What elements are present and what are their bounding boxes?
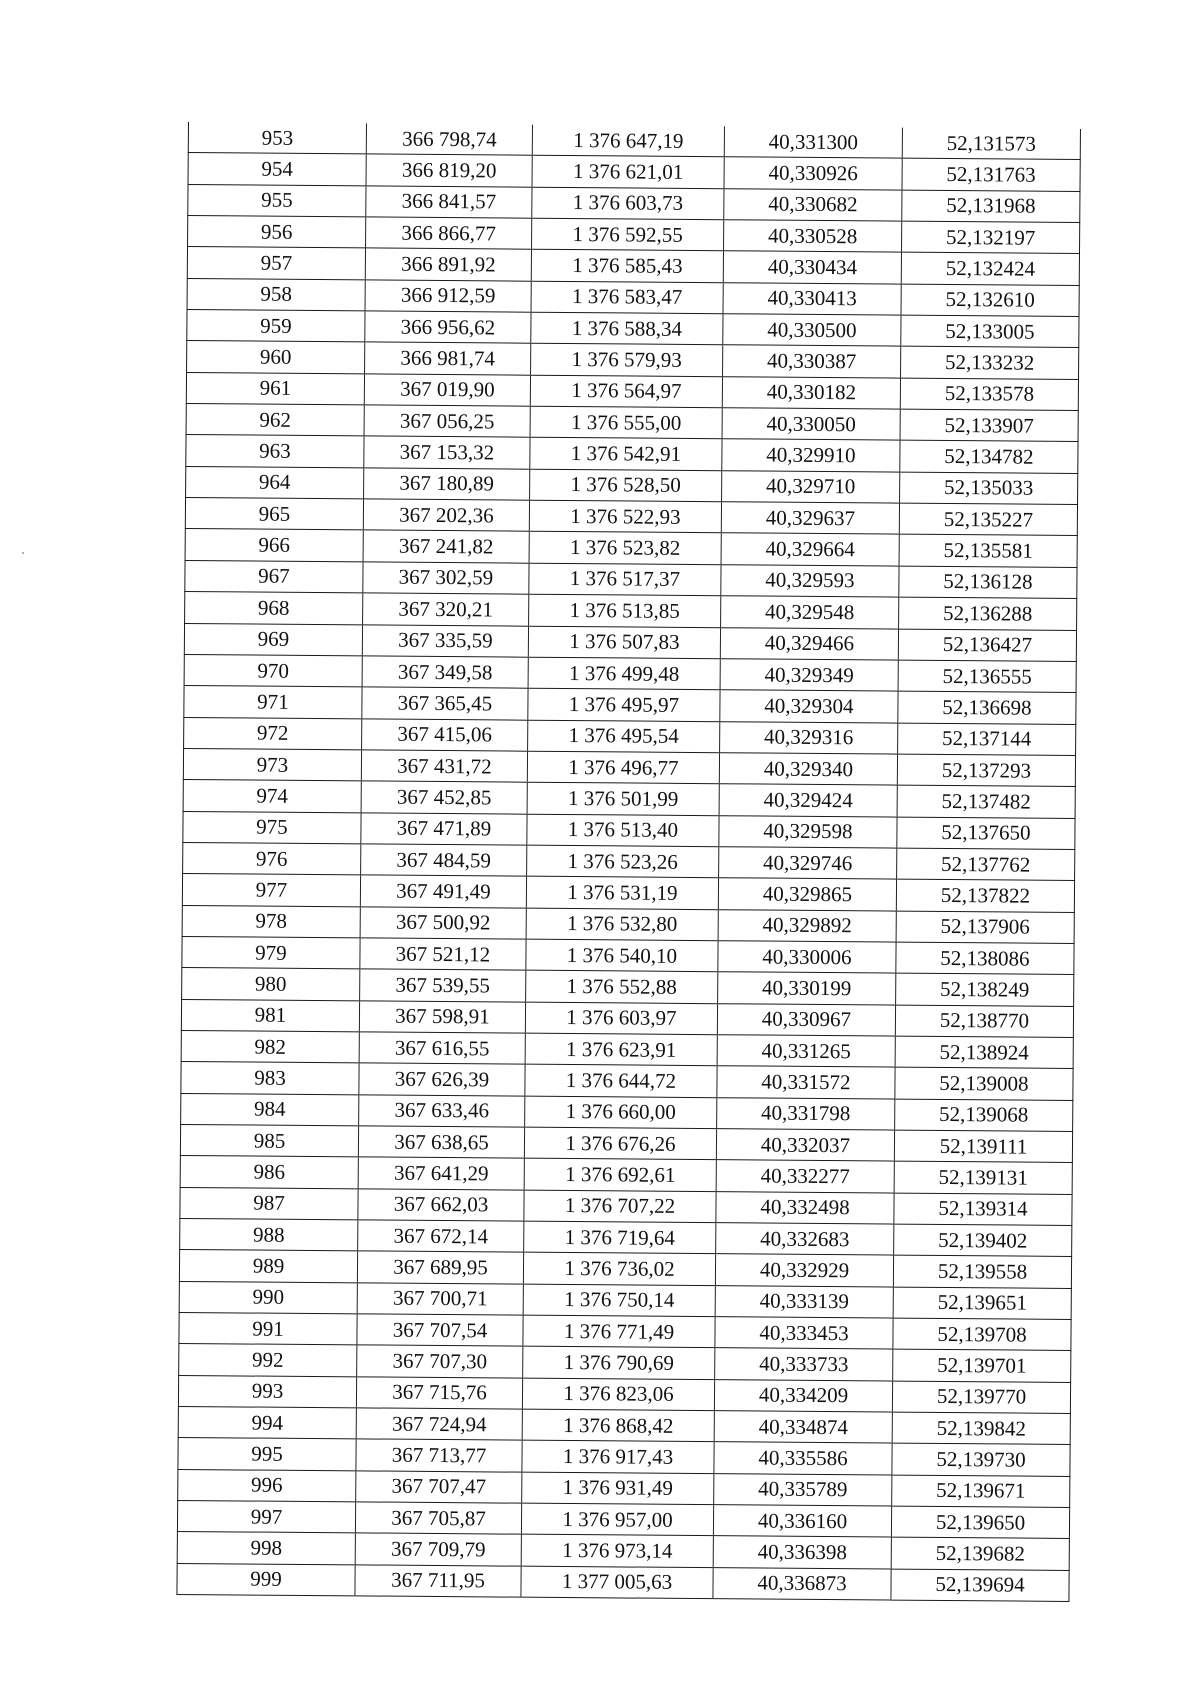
y-coordinate-cell: 1 376 532,80 [526, 908, 718, 941]
y-coordinate-cell: 1 377 005,63 [521, 1566, 713, 1599]
longitude-cell: 40,330006 [718, 941, 896, 974]
x-coordinate-cell: 366 891,92 [365, 248, 531, 281]
y-coordinate-cell: 1 376 579,93 [531, 344, 723, 377]
longitude-cell: 40,331572 [717, 1066, 895, 1099]
longitude-cell: 40,330050 [722, 408, 900, 441]
latitude-cell: 52,136288 [899, 597, 1077, 630]
point-number-cell: 994 [178, 1407, 356, 1440]
x-coordinate-cell: 367 349,58 [362, 656, 528, 689]
point-number-cell: 965 [185, 498, 363, 531]
longitude-cell: 40,332929 [715, 1254, 893, 1287]
point-number-cell: 985 [180, 1124, 358, 1157]
latitude-cell: 52,135033 [900, 472, 1078, 505]
longitude-cell: 40,336398 [713, 1536, 891, 1569]
point-number-cell: 964 [186, 466, 364, 499]
point-number-cell: 986 [180, 1156, 358, 1189]
x-coordinate-cell: 367 641,29 [358, 1157, 524, 1190]
y-coordinate-cell: 1 376 523,82 [529, 532, 721, 565]
longitude-cell: 40,329910 [722, 439, 900, 472]
y-coordinate-cell: 1 376 513,85 [529, 594, 721, 627]
y-coordinate-cell: 1 376 973,14 [521, 1535, 713, 1568]
longitude-cell: 40,333139 [715, 1285, 893, 1318]
point-number-cell: 955 [188, 184, 366, 217]
y-coordinate-cell: 1 376 583,47 [531, 281, 723, 314]
point-number-cell: 972 [184, 717, 362, 750]
latitude-cell: 52,139008 [895, 1067, 1073, 1100]
longitude-cell: 40,330528 [724, 220, 902, 253]
scan-speck [22, 552, 24, 554]
point-number-cell: 987 [180, 1187, 358, 1220]
point-number-cell: 958 [187, 278, 365, 311]
latitude-cell: 52,131573 [902, 128, 1080, 160]
longitude-cell: 40,336873 [713, 1567, 891, 1600]
y-coordinate-cell: 1 376 750,14 [523, 1284, 715, 1317]
latitude-cell: 52,139558 [893, 1255, 1071, 1288]
x-coordinate-cell: 367 365,45 [362, 687, 528, 720]
x-coordinate-cell: 367 471,89 [361, 812, 527, 845]
coordinates-table-body [177, 122, 1081, 1602]
latitude-cell: 52,139314 [894, 1193, 1072, 1226]
point-number-cell: 993 [178, 1375, 356, 1408]
y-coordinate-cell: 1 376 540,10 [526, 939, 718, 972]
y-coordinate-cell: 1 376 644,72 [525, 1064, 717, 1097]
point-number-cell: 998 [177, 1532, 355, 1565]
latitude-cell: 52,139770 [892, 1381, 1070, 1414]
x-coordinate-cell: 367 633,46 [359, 1095, 525, 1128]
y-coordinate-cell: 1 376 513,40 [527, 814, 719, 847]
y-coordinate-cell: 1 376 623,91 [525, 1033, 717, 1066]
longitude-cell: 40,329593 [721, 565, 899, 598]
longitude-cell: 40,329865 [718, 878, 896, 911]
point-number-cell: 999 [177, 1563, 355, 1596]
x-coordinate-cell: 367 707,47 [356, 1471, 522, 1504]
y-coordinate-cell: 1 376 531,19 [526, 876, 718, 909]
latitude-cell: 52,139131 [894, 1161, 1072, 1194]
y-coordinate-cell: 1 376 771,49 [523, 1315, 715, 1348]
longitude-cell: 40,335789 [714, 1473, 892, 1506]
x-coordinate-cell: 367 491,49 [360, 875, 526, 908]
point-number-cell: 969 [184, 623, 362, 656]
longitude-cell: 40,330413 [723, 282, 901, 315]
point-number-cell: 963 [186, 435, 364, 468]
x-coordinate-cell: 366 819,20 [366, 154, 532, 187]
x-coordinate-cell: 367 672,14 [358, 1220, 524, 1253]
point-number-cell: 971 [184, 686, 362, 719]
y-coordinate-cell: 1 376 676,26 [524, 1127, 716, 1160]
y-coordinate-cell: 1 376 499,48 [528, 657, 720, 690]
x-coordinate-cell: 366 912,59 [365, 280, 531, 313]
latitude-cell: 52,133907 [900, 409, 1078, 442]
latitude-cell: 52,137762 [897, 848, 1075, 881]
y-coordinate-cell: 1 376 719,64 [524, 1221, 716, 1254]
latitude-cell: 52,138770 [895, 1005, 1073, 1038]
y-coordinate-cell: 1 376 692,61 [524, 1159, 716, 1192]
y-coordinate-cell: 1 376 917,43 [522, 1441, 714, 1474]
x-coordinate-cell: 367 598,91 [359, 1000, 525, 1033]
y-coordinate-cell: 1 376 823,06 [522, 1378, 714, 1411]
longitude-cell: 40,329304 [720, 690, 898, 723]
latitude-cell: 52,138249 [896, 973, 1074, 1006]
latitude-cell: 52,132197 [901, 221, 1079, 254]
x-coordinate-cell: 367 707,54 [357, 1314, 523, 1347]
point-number-cell: 962 [186, 404, 364, 437]
longitude-cell: 40,330387 [723, 345, 901, 378]
y-coordinate-cell: 1 376 495,97 [528, 688, 720, 721]
longitude-cell: 40,329598 [719, 815, 897, 848]
y-coordinate-cell: 1 376 957,00 [521, 1503, 713, 1536]
point-number-cell: 996 [178, 1469, 356, 1502]
x-coordinate-cell: 367 452,85 [361, 781, 527, 814]
x-coordinate-cell: 367 700,71 [357, 1283, 523, 1316]
longitude-cell: 40,329424 [719, 784, 897, 817]
point-number-cell: 976 [183, 842, 361, 875]
latitude-cell: 52,137144 [898, 723, 1076, 756]
point-number-cell: 953 [188, 122, 366, 154]
latitude-cell: 52,137822 [896, 879, 1074, 912]
y-coordinate-cell: 1 376 588,34 [531, 312, 723, 345]
latitude-cell: 52,132610 [901, 284, 1079, 317]
longitude-cell: 40,329466 [720, 627, 898, 660]
y-coordinate-cell: 1 376 931,49 [522, 1472, 714, 1505]
longitude-cell: 40,336160 [713, 1505, 891, 1538]
point-number-cell: 968 [185, 592, 363, 625]
x-coordinate-cell: 367 500,92 [360, 906, 526, 939]
point-number-cell: 961 [186, 372, 364, 405]
longitude-cell: 40,335586 [714, 1442, 892, 1475]
longitude-cell: 40,331265 [717, 1035, 895, 1068]
longitude-cell: 40,329664 [721, 533, 899, 566]
x-coordinate-cell: 367 638,65 [358, 1126, 524, 1159]
latitude-cell: 52,139650 [891, 1506, 1069, 1539]
y-coordinate-cell: 1 376 647,19 [532, 125, 724, 157]
x-coordinate-cell: 366 866,77 [366, 217, 532, 250]
longitude-cell: 40,332037 [716, 1129, 894, 1162]
longitude-cell: 40,329746 [719, 847, 897, 880]
x-coordinate-cell: 367 539,55 [360, 969, 526, 1002]
point-number-cell: 980 [182, 968, 360, 1001]
longitude-cell: 40,329548 [721, 596, 899, 629]
y-coordinate-cell: 1 376 501,99 [527, 782, 719, 815]
latitude-cell: 52,135227 [899, 503, 1077, 536]
latitude-cell: 52,131763 [902, 158, 1080, 191]
point-number-cell: 975 [183, 811, 361, 844]
latitude-cell: 52,138086 [896, 942, 1074, 975]
longitude-cell: 40,329637 [721, 502, 899, 535]
table-row [177, 1563, 1069, 1601]
latitude-cell: 52,137482 [897, 785, 1075, 818]
y-coordinate-cell: 1 376 592,55 [532, 218, 724, 251]
x-coordinate-cell: 367 705,87 [355, 1502, 521, 1535]
x-coordinate-cell: 367 707,30 [357, 1345, 523, 1378]
point-number-cell: 959 [187, 310, 365, 343]
x-coordinate-cell: 367 180,89 [364, 468, 530, 501]
point-number-cell: 990 [179, 1281, 357, 1314]
x-coordinate-cell: 367 335,59 [362, 624, 528, 657]
latitude-cell: 52,131968 [902, 190, 1080, 223]
longitude-cell: 40,330434 [723, 251, 901, 284]
latitude-cell: 52,139671 [892, 1475, 1070, 1508]
latitude-cell: 52,139068 [895, 1099, 1073, 1132]
latitude-cell: 52,139694 [891, 1569, 1069, 1602]
point-number-cell: 979 [182, 936, 360, 969]
x-coordinate-cell: 367 711,95 [355, 1565, 521, 1598]
point-number-cell: 967 [185, 560, 363, 593]
point-number-cell: 966 [185, 529, 363, 562]
y-coordinate-cell: 1 376 790,69 [523, 1347, 715, 1380]
longitude-cell: 40,334874 [714, 1411, 892, 1444]
x-coordinate-cell: 367 626,39 [359, 1063, 525, 1096]
point-number-cell: 978 [182, 905, 360, 938]
longitude-cell: 40,330682 [724, 188, 902, 221]
y-coordinate-cell: 1 376 736,02 [523, 1253, 715, 1286]
longitude-cell: 40,332498 [716, 1191, 894, 1224]
longitude-cell: 40,333453 [715, 1317, 893, 1350]
x-coordinate-cell: 367 019,90 [364, 374, 530, 407]
point-number-cell: 995 [178, 1438, 356, 1471]
longitude-cell: 40,331300 [724, 126, 902, 158]
y-coordinate-cell: 1 376 660,00 [525, 1096, 717, 1129]
x-coordinate-cell: 367 662,03 [358, 1189, 524, 1222]
latitude-cell: 52,139682 [891, 1538, 1069, 1571]
y-coordinate-cell: 1 376 555,00 [530, 406, 722, 439]
x-coordinate-cell: 367 689,95 [357, 1251, 523, 1284]
y-coordinate-cell: 1 376 496,77 [527, 751, 719, 784]
y-coordinate-cell: 1 376 564,97 [530, 375, 722, 408]
point-number-cell: 956 [188, 216, 366, 249]
x-coordinate-cell: 367 715,76 [356, 1377, 522, 1410]
latitude-cell: 52,139402 [894, 1224, 1072, 1257]
point-number-cell: 983 [181, 1062, 359, 1095]
y-coordinate-cell: 1 376 621,01 [532, 156, 724, 189]
y-coordinate-cell: 1 376 868,42 [522, 1409, 714, 1442]
latitude-cell: 52,136128 [899, 566, 1077, 599]
latitude-cell: 52,136555 [898, 660, 1076, 693]
x-coordinate-cell: 367 713,77 [356, 1439, 522, 1472]
x-coordinate-cell: 367 415,06 [362, 718, 528, 751]
x-coordinate-cell: 366 956,62 [365, 311, 531, 344]
point-number-cell: 988 [180, 1219, 358, 1252]
point-number-cell: 974 [183, 780, 361, 813]
latitude-cell: 52,139651 [893, 1287, 1071, 1320]
longitude-cell: 40,334209 [714, 1379, 892, 1412]
y-coordinate-cell: 1 376 552,88 [526, 970, 718, 1003]
x-coordinate-cell: 367 153,32 [364, 436, 530, 469]
longitude-cell: 40,330926 [724, 157, 902, 190]
point-number-cell: 992 [179, 1344, 357, 1377]
y-coordinate-cell: 1 376 517,37 [529, 563, 721, 596]
x-coordinate-cell: 367 484,59 [361, 844, 527, 877]
point-number-cell: 997 [177, 1501, 355, 1534]
y-coordinate-cell: 1 376 522,93 [529, 500, 721, 533]
longitude-cell: 40,332277 [716, 1160, 894, 1193]
x-coordinate-cell: 367 709,79 [355, 1533, 521, 1566]
longitude-cell: 40,329340 [719, 753, 897, 786]
longitude-cell: 40,332683 [716, 1223, 894, 1256]
point-number-cell: 960 [187, 341, 365, 374]
x-coordinate-cell: 367 521,12 [360, 938, 526, 971]
x-coordinate-cell: 366 841,57 [366, 186, 532, 219]
x-coordinate-cell: 367 431,72 [361, 750, 527, 783]
y-coordinate-cell: 1 376 603,97 [525, 1002, 717, 1035]
latitude-cell: 52,139701 [893, 1349, 1071, 1382]
point-number-cell: 973 [183, 748, 361, 781]
longitude-cell: 40,329349 [720, 659, 898, 692]
longitude-cell: 40,329892 [718, 909, 896, 942]
latitude-cell: 52,139730 [892, 1444, 1070, 1477]
x-coordinate-cell: 367 202,36 [363, 499, 529, 532]
latitude-cell: 52,139842 [892, 1412, 1070, 1445]
latitude-cell: 52,136698 [898, 691, 1076, 724]
y-coordinate-cell: 1 376 585,43 [531, 250, 723, 283]
longitude-cell: 40,331798 [717, 1097, 895, 1130]
x-coordinate-cell: 367 724,94 [356, 1408, 522, 1441]
longitude-cell: 40,333733 [715, 1348, 893, 1381]
longitude-cell: 40,329316 [720, 721, 898, 754]
longitude-cell: 40,330199 [718, 972, 896, 1005]
latitude-cell: 52,133578 [900, 378, 1078, 411]
latitude-cell: 52,138924 [895, 1036, 1073, 1069]
point-number-cell: 982 [181, 1030, 359, 1063]
longitude-cell: 40,330500 [723, 314, 901, 347]
point-number-cell: 981 [181, 999, 359, 1032]
longitude-cell: 40,329710 [722, 470, 900, 503]
x-coordinate-cell: 367 302,59 [363, 562, 529, 595]
longitude-cell: 40,330182 [722, 376, 900, 409]
latitude-cell: 52,139111 [894, 1130, 1072, 1163]
y-coordinate-cell: 1 376 523,26 [527, 845, 719, 878]
x-coordinate-cell: 366 981,74 [365, 342, 531, 375]
x-coordinate-cell: 367 241,82 [363, 530, 529, 563]
y-coordinate-cell: 1 376 507,83 [528, 626, 720, 659]
x-coordinate-cell: 366 798,74 [366, 123, 532, 155]
x-coordinate-cell: 367 320,21 [363, 593, 529, 626]
latitude-cell: 52,137293 [897, 754, 1075, 787]
y-coordinate-cell: 1 376 495,54 [528, 720, 720, 753]
latitude-cell: 52,139708 [893, 1318, 1071, 1351]
latitude-cell: 52,137650 [897, 817, 1075, 850]
point-number-cell: 970 [184, 654, 362, 687]
latitude-cell: 52,133232 [901, 347, 1079, 380]
point-number-cell: 954 [188, 153, 366, 186]
y-coordinate-cell: 1 376 528,50 [530, 469, 722, 502]
point-number-cell: 957 [187, 247, 365, 280]
latitude-cell: 52,134782 [900, 441, 1078, 474]
y-coordinate-cell: 1 376 542,91 [530, 438, 722, 471]
latitude-cell: 52,133005 [901, 315, 1079, 348]
y-coordinate-cell: 1 376 603,73 [532, 187, 724, 220]
y-coordinate-cell: 1 376 707,22 [524, 1190, 716, 1223]
latitude-cell: 52,137906 [896, 911, 1074, 944]
x-coordinate-cell: 367 616,55 [359, 1032, 525, 1065]
latitude-cell: 52,136427 [898, 629, 1076, 662]
point-number-cell: 989 [179, 1250, 357, 1283]
latitude-cell: 52,135581 [899, 535, 1077, 568]
x-coordinate-cell: 367 056,25 [364, 405, 530, 438]
latitude-cell: 52,132424 [901, 252, 1079, 285]
point-number-cell: 977 [182, 874, 360, 907]
longitude-cell: 40,330967 [717, 1003, 895, 1036]
point-number-cell: 991 [179, 1313, 357, 1346]
point-number-cell: 984 [181, 1093, 359, 1126]
coordinates-table [176, 122, 1081, 1602]
